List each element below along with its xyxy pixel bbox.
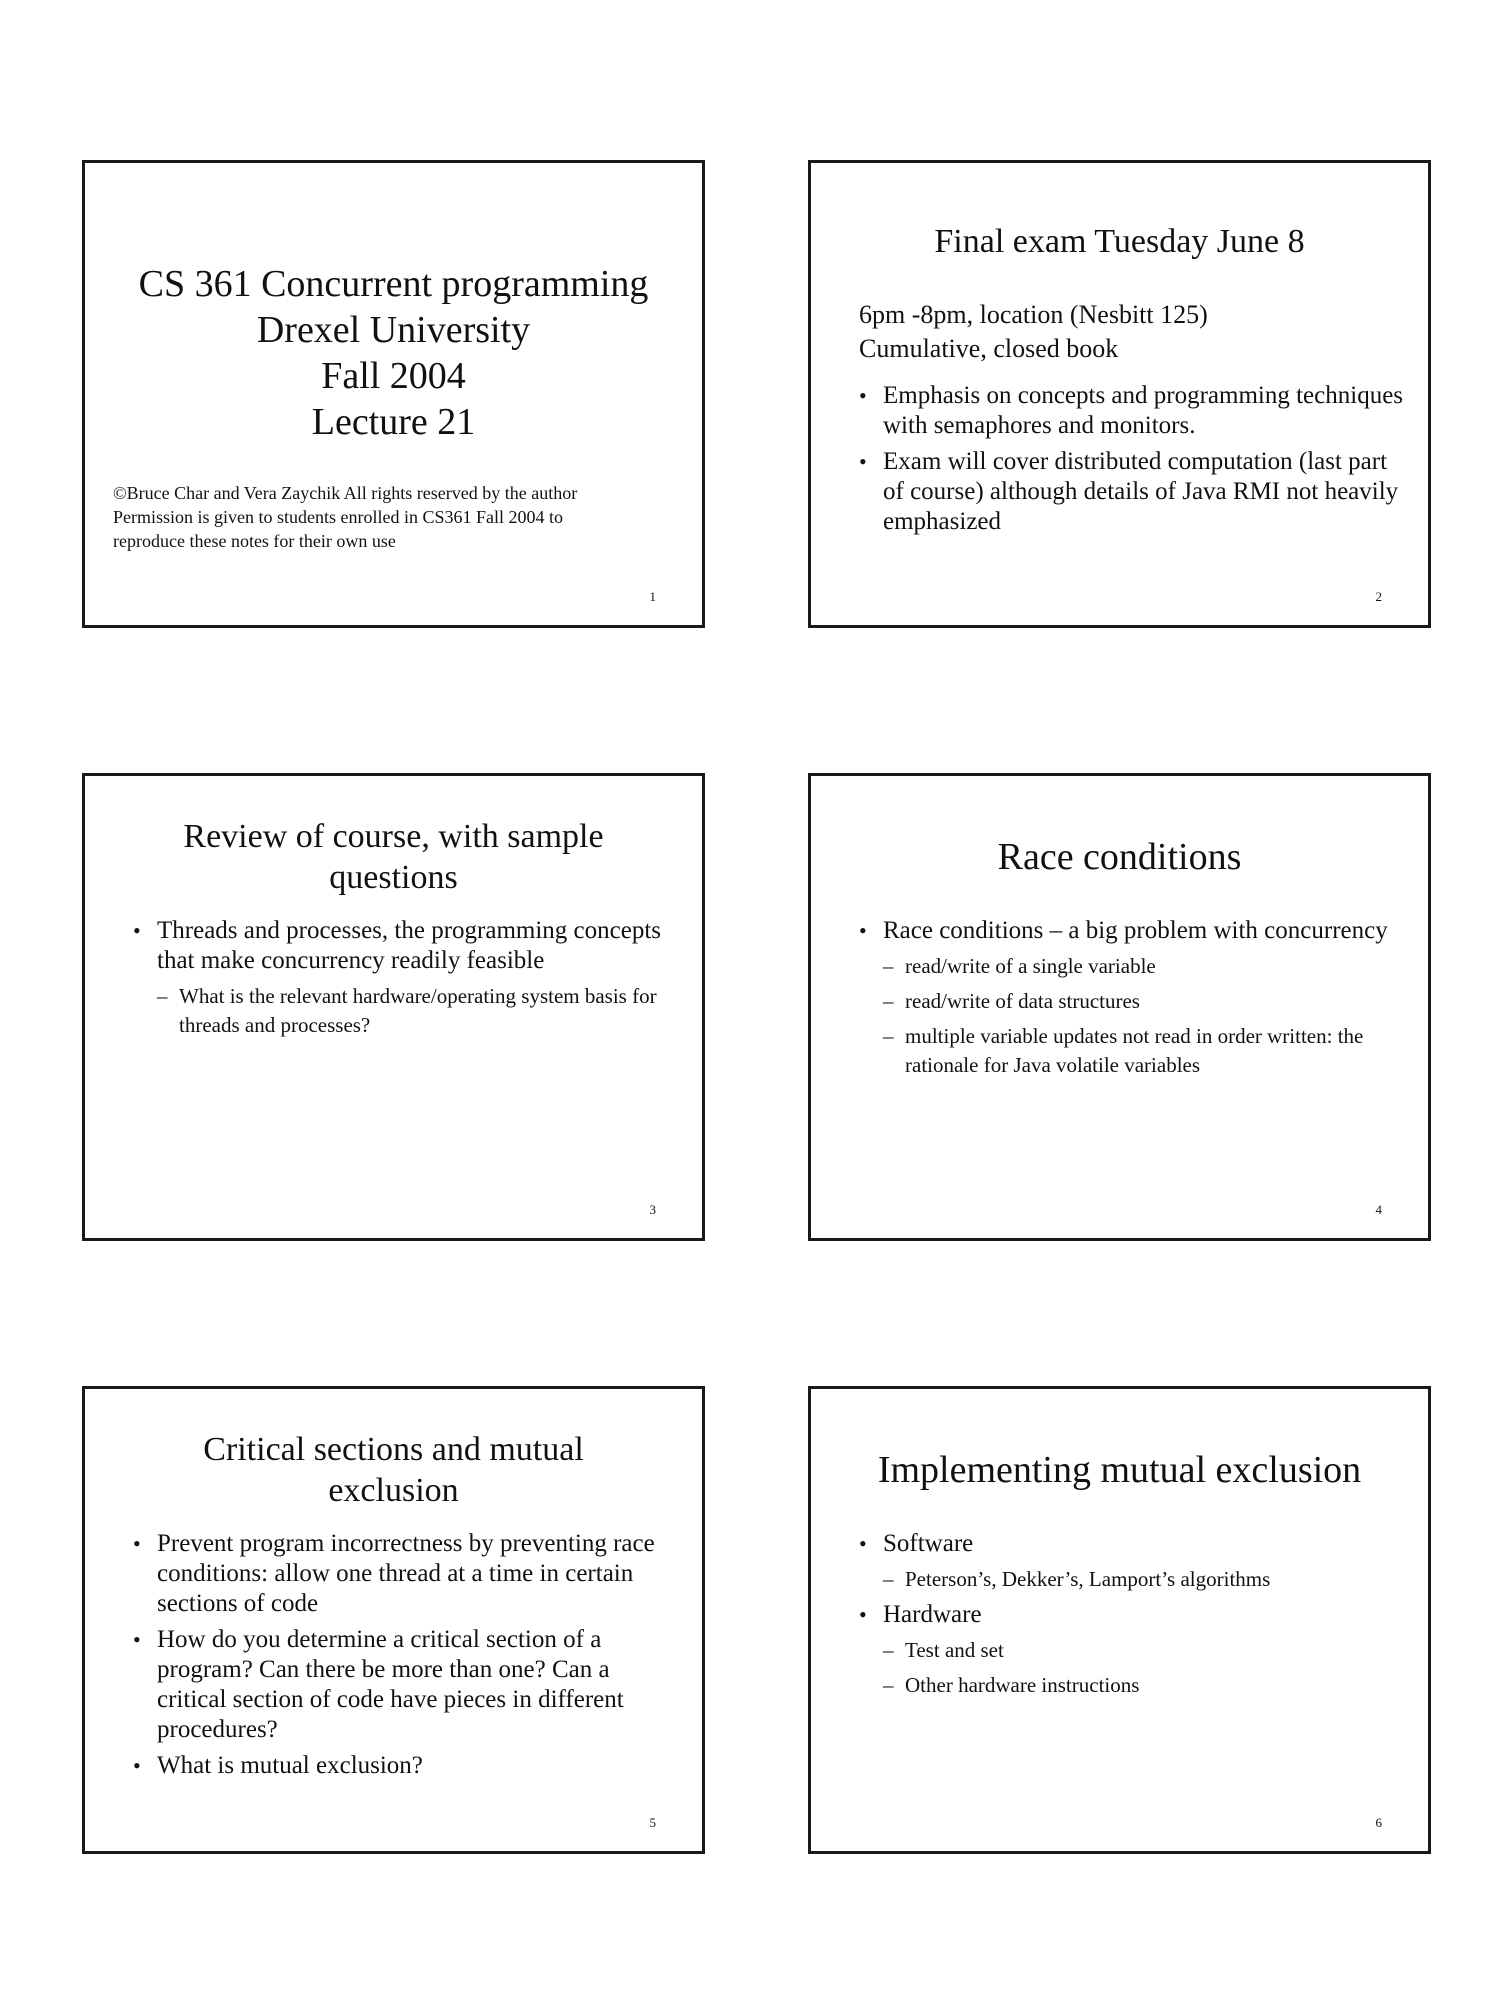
bullet-item: • Emphasis on concepts and programming techniques with semaphores and monitors.	[859, 382, 1404, 439]
bullet-list	[859, 1529, 1404, 1706]
bullet-text: Exam will cover distributed computation (last part of course) although details of Java RMI not heavily emphasized	[883, 448, 1399, 535]
slide-number: 1	[649, 589, 656, 604]
bullet-text: Threads and processes, the programming concepts that make concurrency readily feasible	[157, 917, 662, 974]
sub-list	[883, 1565, 1404, 1594]
bullet-item: • Threads and processes, the programming concepts that make concurrency readily feasible – What is the relevant hardware/operating system basis for threads and processes?	[133, 916, 678, 1040]
bullet-item: • Prevent program incorrectness by preventing race conditions: allow one thread at a time in certain sections of code	[133, 1530, 655, 1617]
copyright-line: Permission is given to students enrolled in CS361 Fall 2004 to	[113, 507, 563, 527]
bullet-list	[859, 916, 1404, 1086]
sub-text: Other hardware instructions	[905, 1673, 1140, 1697]
slide-3	[82, 773, 705, 1241]
slide-title: Implementing mutual exclusion	[877, 1449, 1362, 1491]
slide-title	[105, 261, 682, 445]
sub-item: – Test and set	[883, 1638, 1004, 1662]
info-line: 6pm -8pm, location (Nesbitt 125)	[859, 300, 1208, 329]
slide-1	[82, 160, 705, 628]
bullet-text: How do you determine a critical section of a program? Can there be more than one? Can a critical section of code have pieces in different procedures?	[157, 1626, 624, 1743]
title-line: Lecture 21	[311, 401, 476, 443]
sub-item: – Other hardware instructions	[883, 1673, 1140, 1697]
sub-text: What is the relevant hardware/operating system basis for threads and processes?	[179, 984, 657, 1037]
title-line: Review of course, with sample	[183, 818, 604, 855]
bullet-text: Race conditions – a big problem with concurrency	[883, 917, 1388, 944]
slide-6	[808, 1386, 1431, 1854]
slide-number: 2	[1375, 589, 1382, 604]
title-line: questions	[329, 859, 458, 896]
sub-list	[157, 982, 678, 1040]
copyright-line: ©Bruce Char and Vera Zaychik All rights reserved by the author	[113, 483, 578, 503]
title-line: Critical sections and mutual	[203, 1431, 584, 1468]
bullet-text: Prevent program incorrectness by preventing race conditions: allow one thread at a time in certain sections of code	[157, 1530, 655, 1617]
bullet-text: Emphasis on concepts and programming techniques with semaphores and monitors.	[883, 382, 1404, 439]
slide-number: 5	[649, 1815, 656, 1830]
title-line: CS 361 Concurrent programming	[138, 263, 649, 305]
bullet-text: Hardware	[883, 1601, 982, 1628]
sub-text: multiple variable updates not read in order written: the rationale for Java volatile variables	[905, 1024, 1364, 1077]
title-line: exclusion	[328, 1472, 459, 1509]
exam-info	[859, 298, 1408, 366]
slide-2	[808, 160, 1431, 628]
bullet-list	[133, 916, 678, 1046]
sub-item: – What is the relevant hardware/operating system basis for threads and processes?	[157, 984, 657, 1037]
bullet-item: • Hardware – Test and set – Other hardware instructions	[859, 1600, 1404, 1700]
slide-number: 4	[1375, 1202, 1382, 1217]
copyright-notice	[113, 481, 682, 553]
sub-item: – read/write of data structures	[883, 989, 1140, 1013]
bullet-list	[133, 1529, 678, 1787]
bullet-text: What is mutual exclusion?	[157, 1752, 423, 1779]
slide-number: 3	[649, 1202, 656, 1217]
sub-text: Test and set	[905, 1638, 1004, 1662]
sub-list	[883, 952, 1404, 1080]
bullet-item: • Exam will cover distributed computation (last part of course) although details of Java RMI not heavily emphasized	[859, 448, 1399, 535]
sub-list	[883, 1636, 1404, 1700]
info-line: Cumulative, closed book	[859, 334, 1119, 363]
bullet-item: • What is mutual exclusion?	[133, 1752, 423, 1779]
bullet-item: • Software – Peterson’s, Dekker’s, Lamport’s algorithms	[859, 1529, 1404, 1594]
sub-item: – Peterson’s, Dekker’s, Lamport’s algorithms	[883, 1567, 1271, 1591]
slide-title	[105, 1429, 682, 1511]
slide-number: 6	[1375, 1815, 1382, 1830]
copyright-line: reproduce these notes for their own use	[113, 531, 396, 551]
slide-4	[808, 773, 1431, 1241]
bullet-item: • How do you determine a critical section of a program? Can there be more than one? Can a critical section of code have pieces in different procedures?	[133, 1626, 624, 1743]
sub-text: read/write of a single variable	[905, 954, 1156, 978]
title-line: Drexel University	[256, 309, 531, 351]
sub-item: – read/write of a single variable	[883, 954, 1156, 978]
slide-title: Race conditions	[997, 836, 1242, 878]
slide-title: Final exam Tuesday June 8	[934, 223, 1305, 260]
sub-text: Peterson’s, Dekker’s, Lamport’s algorithms	[905, 1567, 1271, 1591]
sub-item: – multiple variable updates not read in order written: the rationale for Java volatile variables	[883, 1024, 1364, 1077]
slide-5	[82, 1386, 705, 1854]
bullet-list	[859, 381, 1404, 543]
sub-text: read/write of data structures	[905, 989, 1140, 1013]
bullet-text: Software	[883, 1530, 974, 1557]
bullet-item: • Race conditions – a big problem with concurrency – read/write of a single variable – read/write of data structures – multiple variable updates not read in order written: the rationale for Java volatile variables	[859, 916, 1404, 1080]
title-line: Fall 2004	[321, 355, 466, 397]
slide-title	[105, 816, 682, 898]
